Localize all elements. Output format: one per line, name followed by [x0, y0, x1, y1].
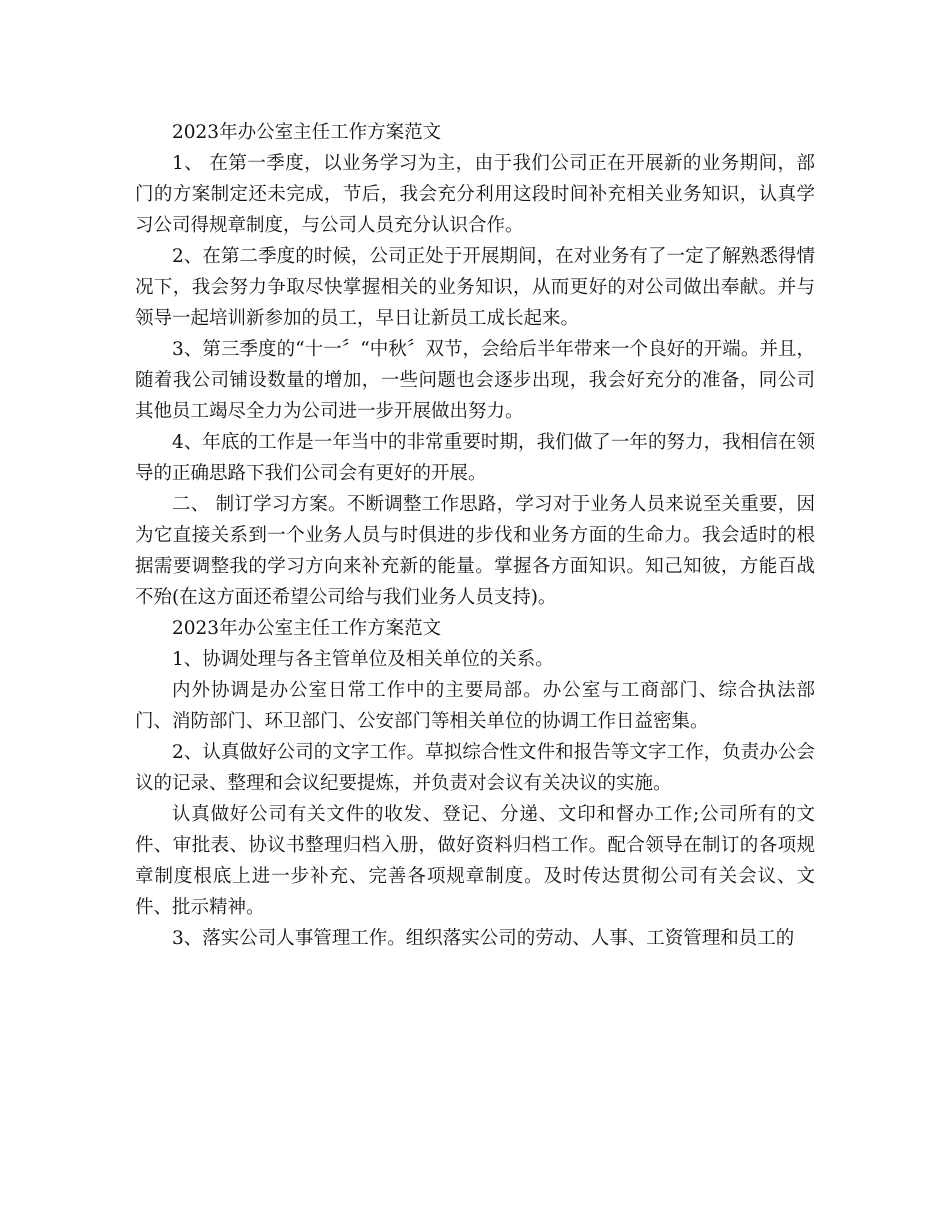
- paragraph-personnel: 3、落实公司人事管理工作。组织落实公司的劳动、人事、工资管理和员工的: [172, 928, 795, 949]
- paragraph-coordination: 内外协调是办公室日常工作中的主要局部。办公室与工商部门、综合执法部门、消防部门、环卫部门、公安部门等相关单位的协调工作日益密集。: [135, 680, 815, 732]
- section-title: 2023年办公室主任工作方案范文: [172, 618, 442, 639]
- paragraph-document-handling: 认真做好公司有关文件的收发、登记、分递、文印和督办工作;公司所有的文件、审批表、协议书整理归档入册，做好资料归档工作。配合领导在制订的各项规章制度根底上进一步补充、完善各项规章制度。及时传达贯彻公司有关会议、文件、批示精神。: [135, 804, 815, 918]
- paragraph-coordination-heading: 1、协调处理与各主管单位及相关单位的关系。: [172, 649, 554, 670]
- paragraph-q2: 2、在第二季度的时候，公司正处于开展期间，在对业务有了一定了解熟悉得情况下，我会努力争取尽快掌握相关的业务知识，从而更好的对公司做出奉献。并与领导一起培训新参加的员工，早日让新员工成长起来。: [135, 246, 815, 329]
- paragraph-q3: 3、第三季度的“十一〞“中秋〞双节，会给后半年带来一个良好的开端。并且，随着我公司铺设数量的增加，一些问题也会逐步出现，我会好充分的准备，同公司其他员工竭尽全力为公司进一步开展做出努力。: [135, 339, 815, 422]
- paragraph-q1: 1、 在第一季度，以业务学习为主，由于我们公司正在开展新的业务期间，部门的方案制定还未完成，节后，我会充分利用这段时间补充相关业务知识，认真学习公司得规章制度，与公司人员充分认识合作。: [135, 153, 815, 236]
- document-body: [135, 117, 815, 954]
- paragraph-q4: 4、年底的工作是一年当中的非常重要时期，我们做了一年的努力，我相信在领导的正确思路下我们公司会有更好的开展。: [135, 432, 815, 484]
- paragraph-writing-work: 2、认真做好公司的文字工作。草拟综合性文件和报告等文字工作，负责办公会议的记录、整理和会议纪要提炼，并负责对会议有关决议的实施。: [135, 742, 815, 794]
- paragraph-study-plan: 二、 制订学习方案。不断调整工作思路，学习对于业务人员来说至关重要，因为它直接关系到一个业务人员与时俱进的步伐和业务方面的生命力。我会适时的根据需要调整我的学习方向来补充新的能量。掌握各方面知识。知己知彼，方能百战不殆(在这方面还希望公司给与我们业务人员支持)。: [135, 494, 815, 608]
- document-title: 2023年办公室主任工作方案范文: [172, 122, 442, 143]
